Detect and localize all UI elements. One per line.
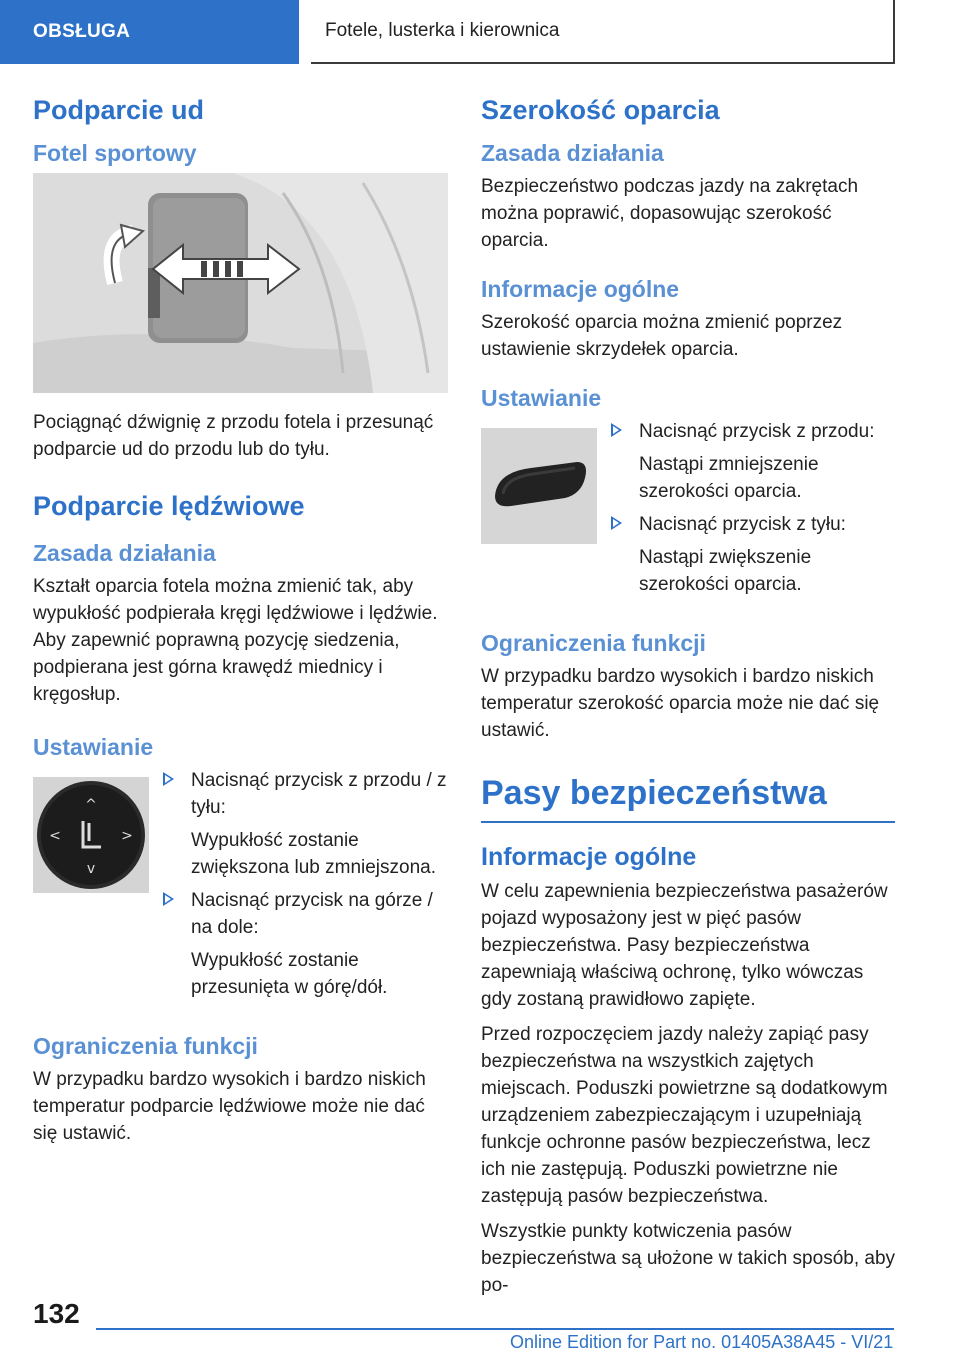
- lumbar-switch-image: [33, 777, 149, 893]
- heading-thigh-support: Podparcie ud: [33, 95, 205, 125]
- subheading-sport-seat: Fotel sportowy: [33, 140, 197, 166]
- width-principle-text: Bezpieczeństwo podczas jazdy na zakrętach można poprawić, dopasowując szerokość oparcia.: [481, 176, 859, 251]
- bullet-result: Nastąpi zwiększenie szerokości oparcia.: [639, 547, 812, 595]
- heading-backrest-width: Szerokość oparcia: [481, 95, 720, 125]
- left-column: [33, 95, 448, 1155]
- width-limits-text: W przypadku bardzo wysokich i bardzo niskich temperatur szerokość oparcia może nie dać się ustawić.: [481, 666, 880, 741]
- subheading-width-limits: Ograniczenia funkcji: [481, 630, 706, 656]
- header-divider: [299, 0, 311, 64]
- belts-text-2: Przed rozpoczęciem jazdy należy zapiąć pasy bezpieczeństwa na wszystkich zajętych miejscach. Poduszki powietrzne są dodatkowym urządzeniem zabezpieczającym i uzupełniają funkcje ochronne pasów bezpieczeństwa, lecz ich nie zastępują. Poduszki powietrzne nie zastępują pasów bezpieczeństwa.: [481, 1024, 888, 1207]
- lumbar-principle-text: Kształt oparcia fotela można zmienić tak, aby wypukłość podpierała kręgi lędźwiowe i lędźwie. Aby zapewnić poprawną pozycję siedzenia, podpierana jest górna krawędź miednicy i kręgosłup.: [33, 576, 438, 705]
- width-adjust-list: [611, 418, 896, 604]
- lumbar-switch-icon: [33, 777, 149, 893]
- width-general-text: Szerokość oparcia można zmienić poprzez ustawienie skrzydełek oparcia.: [481, 312, 843, 360]
- bullet-triangle-icon: [163, 772, 174, 786]
- bullet-result: Nastąpi zmniejszenie szerokości oparcia.: [639, 454, 819, 502]
- right-column: [481, 95, 896, 1307]
- subheading-belts-general: Informacje ogólne: [481, 843, 697, 871]
- width-switch-image: [481, 428, 597, 544]
- heading-seat-belts: Pasy bezpieczeństwa: [481, 774, 895, 823]
- svg-text:>: >: [121, 828, 133, 844]
- page-number: 132: [33, 1298, 80, 1329]
- belts-text-3: Wszystkie punkty kotwiczenia pasów bezpieczeństwa są ułożone w takich sposób, aby po-: [481, 1221, 896, 1296]
- list-item: [163, 767, 448, 881]
- svg-text:v: v: [86, 861, 96, 877]
- bullet-triangle-icon: [611, 423, 622, 437]
- footer-divider: [96, 1328, 894, 1330]
- bullet-action: Nacisnąć przycisk z tyłu:: [639, 514, 846, 535]
- edition-label: Online Edition for Part no. 01405A38A45 - VI/21: [510, 1332, 894, 1352]
- thigh-support-image: [33, 173, 448, 393]
- bullet-result: Wypukłość zostanie przesunięta w górę/dół.: [191, 950, 388, 998]
- subheading-width-principle: Zasada działania: [481, 140, 664, 166]
- lumbar-adjust-list: [163, 767, 448, 1007]
- bullet-action: Nacisnąć przycisk z przodu / z tyłu:: [191, 770, 447, 818]
- heading-lumbar-support: Podparcie lędźwiowe: [33, 491, 305, 521]
- lumbar-adjust-section: [33, 767, 448, 1007]
- list-item: [163, 887, 448, 1001]
- subheading-width-adjust: Ustawianie: [481, 385, 602, 411]
- list-item: [611, 418, 896, 505]
- bullet-action: Nacisnąć przycisk na górze / na dole:: [191, 890, 433, 938]
- subheading-lumbar-adjust: Ustawianie: [33, 734, 154, 760]
- width-switch-icon: [481, 428, 597, 544]
- svg-text:<: <: [49, 828, 61, 844]
- bullet-triangle-icon: [163, 892, 174, 906]
- seat-illustration: [33, 173, 448, 393]
- bullet-triangle-icon: [611, 516, 622, 530]
- lumbar-limits-text: W przypadku bardzo wysokich i bardzo niskich temperatur podparcie lędźwiowe może nie dać się ustawić.: [33, 1069, 426, 1144]
- svg-text:^: ^: [85, 797, 97, 813]
- list-item: [611, 511, 896, 598]
- subheading-lumbar-limits: Ograniczenia funkcji: [33, 1033, 258, 1059]
- header-chapter-title: Fotele, lusterka i kierownica: [311, 0, 895, 64]
- header-section-label: OBSŁUGA: [0, 0, 299, 64]
- subheading-lumbar-principle: Zasada działania: [33, 540, 216, 566]
- thigh-support-instruction: Pociągnąć dźwignię z przodu fotela i przesunąć podparcie ud do przodu lub do tyłu.: [33, 412, 434, 460]
- bullet-result: Wypukłość zostanie zwiększona lub zmniejszona.: [191, 830, 437, 878]
- subheading-width-general: Informacje ogólne: [481, 276, 680, 302]
- bullet-action: Nacisnąć przycisk z przodu:: [639, 421, 875, 442]
- width-adjust-section: [481, 418, 896, 604]
- belts-text-1: W celu zapewnienia bezpieczeństwa pasażerów pojazd wyposażony jest w pięć pasów bezpieczeństwa. Pasy bezpieczeństwa zapewniają właściwą ochronę, tylko wówczas gdy zostaną prawidłowo zapięte.: [481, 881, 888, 1010]
